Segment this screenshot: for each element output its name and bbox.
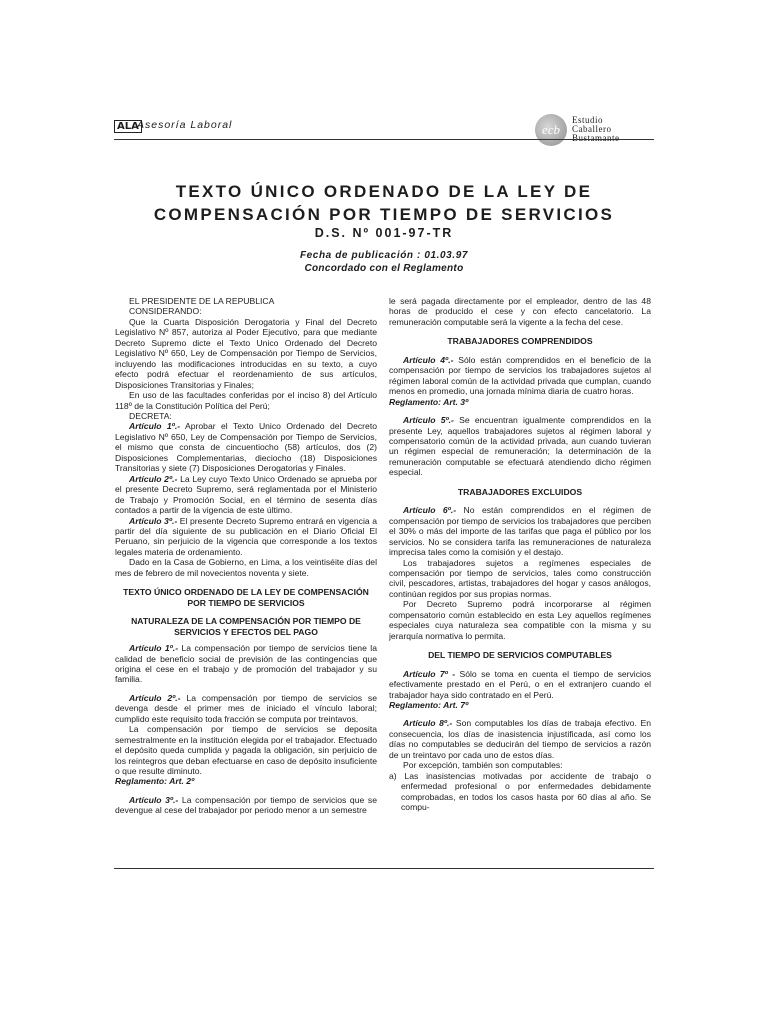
paragraph: Que la Cuarta Disposición Derogatoria y Final del Decreto Legislativo Nº 857, autoriza al Poder Ejecutivo, para que mediante Decreto Supremo dicte el Texto Unico Ordenado del Decreto Legislativo Nº 650, Ley de Compensación por Tiempo de Servicios, incluyendo las modificaciones introducidas en su texto, a cuyo efecto podrá efectuar el reordenamiento de sus artículos, Disposiciones Transitorias y Finales;: [115, 316, 377, 390]
paragraph: Los trabajadores sujetos a regímenes especiales de compensación por tiempo de servicios, tales como construcción civil, pescadores, artistas, trabajadores del hogar y casos análogos, continúan regidos por sus propias normas.: [389, 557, 651, 599]
doc-title-line2: COMPENSACIÓN POR TIEMPO DE SERVICIOS: [153, 205, 615, 224]
ecb-seal-icon: ecb: [535, 114, 567, 146]
article-label: Artículo 7º -: [403, 668, 456, 679]
article-paragraph: [389, 505, 651, 557]
footer-rule: [114, 868, 654, 869]
section-title: Asesoría Laboral: [137, 119, 233, 131]
article-paragraph: [389, 669, 651, 700]
article-label: Artículo 2º.-: [129, 473, 178, 484]
article-text: La compensación por tiempo de servicios que se devengue al cese del trabajador por periodo menor a un semestre: [115, 794, 377, 816]
article-text: Aprobar el Texto Unico Ordenado del Decreto Legislativo Nº 650, Ley de Compensación por Tiempo de Servicios, el mismo que consta de cincuentiocho (58) artículos, dos (2) Disposiciones Complementarias, dieciocho (18) Disposiciones Transitorias y siete (7) Disposiciones Derogatorias y Finales.: [115, 421, 377, 474]
article-label: Artículo 8º.-: [403, 718, 453, 729]
publication-date: Fecha de publicación : 01.03.97: [299, 250, 469, 261]
header-rule: [114, 139, 654, 140]
decreta-line: DECRETA:: [129, 410, 172, 421]
doc-title-line1: TEXTO ÚNICO ORDENADO DE LA LEY DE: [175, 182, 593, 201]
article-text: La compensación por tiempo de servicios se devenga desde el primer mes de iniciado el vínculo laboral; cumplido este requisito toda fracción se computa por treintavos.: [115, 692, 377, 724]
firm-line-2: Caballero Bustamante: [572, 124, 620, 143]
section-heading: TRABAJADORES EXCLUIDOS: [457, 486, 583, 497]
article-text: La compensación por tiempo de servicios tiene la calidad de beneficio social de previsión de las contingencias que origina el cese en el trabajo y de promoción del trabajador y su familia.: [115, 643, 377, 685]
article-paragraph: [115, 693, 377, 724]
concordance-note: Concordado con el Reglamento: [304, 263, 464, 274]
regulation-reference: Reglamento: Art. 2º: [115, 776, 195, 787]
article-paragraph: [115, 795, 377, 816]
article-label: Artículo 1º.-: [129, 421, 181, 432]
article-text: Sólo se toma en cuenta el tiempo de servicios efectivamente prestado en el Perú, o en el extranjero cuando el trabajador haya sido contratado en el Perú.: [389, 668, 651, 700]
right-column: [389, 296, 651, 812]
article-paragraph: [115, 516, 377, 558]
ala-logo: ALA: [114, 120, 142, 133]
article-label: Artículo 3º.-: [129, 794, 179, 805]
section-heading: DEL TIEMPO DE SERVICIOS COMPUTABLES: [428, 650, 612, 661]
article-text: No están comprendidos en el régimen de compensación por tiempo de servicios los trabajadores que perciben el 30% o más del importe de las tarifas que paga el público por los servicios. No se considera tarifa las remuneraciones de naturaleza imprecisa tales como la comisión y el destajo.: [389, 505, 651, 558]
paragraph: Por excepción, también son computables:: [403, 760, 563, 771]
section-heading: TEXTO ÚNICO ORDENADO DE LA LEY DE COMPENSACIÓN POR TIEMPO DE SERVICIOS: [123, 587, 369, 608]
paragraph: Dado en la Casa de Gobierno, en Lima, a los veintiséite días del mes de febrero de mil novecientos noventa y siete.: [115, 557, 377, 578]
considerando-line: CONSIDERANDO:: [129, 306, 202, 317]
article-label: Artículo 4º.-: [403, 354, 454, 365]
section-heading: NATURALEZA DE LA COMPENSACIÓN POR TIEMPO DE SERVICIOS Y EFECTOS DEL PAGO: [131, 616, 361, 637]
section-heading: TRABAJADORES COMPRENDIDOS: [447, 336, 593, 347]
list-item: a) Las inasistencias motivadas por accidente de trabajo o enfermedad profesional o por enfermedades debidamente comprobadas, en todos los casos hasta por 60 días al año. Se compu-: [389, 770, 651, 813]
regulation-reference: Reglamento: Art. 3º: [389, 396, 469, 407]
article-text: Son computables los días de trabaja efectivo. En consecuencia, los días de inasistencia injustificada, así como los días no computables se deducirán del tiempo de servicios a razón de un treintavo por cada uno de estos días.: [389, 718, 651, 760]
paragraph: le será pagada directamente por el empleador, dentro de las 48 horas de producido el cese y con efecto cancelatorio. La remuneración computable será la vigente a la fecha del cese.: [389, 296, 651, 327]
article-label: Artículo 1º.-: [129, 643, 179, 654]
firm-line-1: Estudio: [572, 115, 604, 125]
article-label: Artículo 6º.-: [403, 505, 457, 516]
article-paragraph: [115, 474, 377, 516]
decree-number: D.S. Nº 001-97-TR: [314, 226, 454, 240]
left-column: [115, 296, 377, 816]
paragraph: La compensación por tiempo de servicios se deposita semestralmente en la institución elegida por el trabajador. Efectuado el depósito queda cumplida y pagada la obligación, sin perjuicio de los reintegros que deban efectuarse en caso de depósito insuficiente o que resulte diminuto.: [115, 724, 377, 777]
article-label: Artículo 5º.-: [403, 415, 454, 426]
president-line: EL PRESIDENTE DE LA REPUBLICA: [129, 296, 275, 306]
article-text: El presente Decreto Supremo entrará en vigencia a partir del día siguiente de su publicación en el Diario Oficial El Peruano, sin perjuicio de la vigencia que corresponde a los textos legales materia de ordenamiento.: [115, 515, 377, 557]
article-text: Sólo están comprendidos en el beneficio de la compensación por tiempo de servicios los trabajadores sujetos al régimen laboral común de la actividad privada que cumplan, cuando menos en promedio, una jornada mínima diaria de cuatro horas.: [389, 354, 651, 397]
article-paragraph: [115, 643, 377, 685]
article-text: Se encuentran igualmente comprendidos en la presente Ley, aquellos trabajadores sujetos al régimen laboral y compensatorio común de la actividad privada, aun cuando tuvieran un régimen especial de remuneración; la determinación de la remuneración computable se efectuará atendiendo dicho régimen especial.: [389, 415, 651, 478]
article-label: Artículo 2º.-: [129, 692, 181, 703]
regulation-reference: Reglamento: Art. 7º: [389, 699, 469, 710]
article-text: La Ley cuyo Texto Unico Ordenado se aprueba por el presente Decreto Supremo, será reglamentada por el Ministerio de Trabajo y Promoción Social, en el término de sesenta días contados a partir de la vigencia de este último.: [115, 473, 377, 516]
article-paragraph: [389, 355, 651, 397]
article-paragraph: [389, 415, 651, 478]
article-paragraph: [389, 718, 651, 760]
article-label: Artículo 3º.-: [129, 515, 178, 526]
article-paragraph: [115, 421, 377, 473]
paragraph: En uso de las facultades conferidas por el inciso 8) del Artículo 118º de la Constitución Política del Perú;: [115, 390, 377, 411]
page-header: [114, 110, 654, 150]
paragraph: Por Decreto Supremo podrá incorporarse al régimen compensatorio común establecido en esta Ley aquellos regímenes especiales cuya naturaleza sea compatible con la misma y su jerarquía normativa lo permita.: [389, 599, 651, 641]
